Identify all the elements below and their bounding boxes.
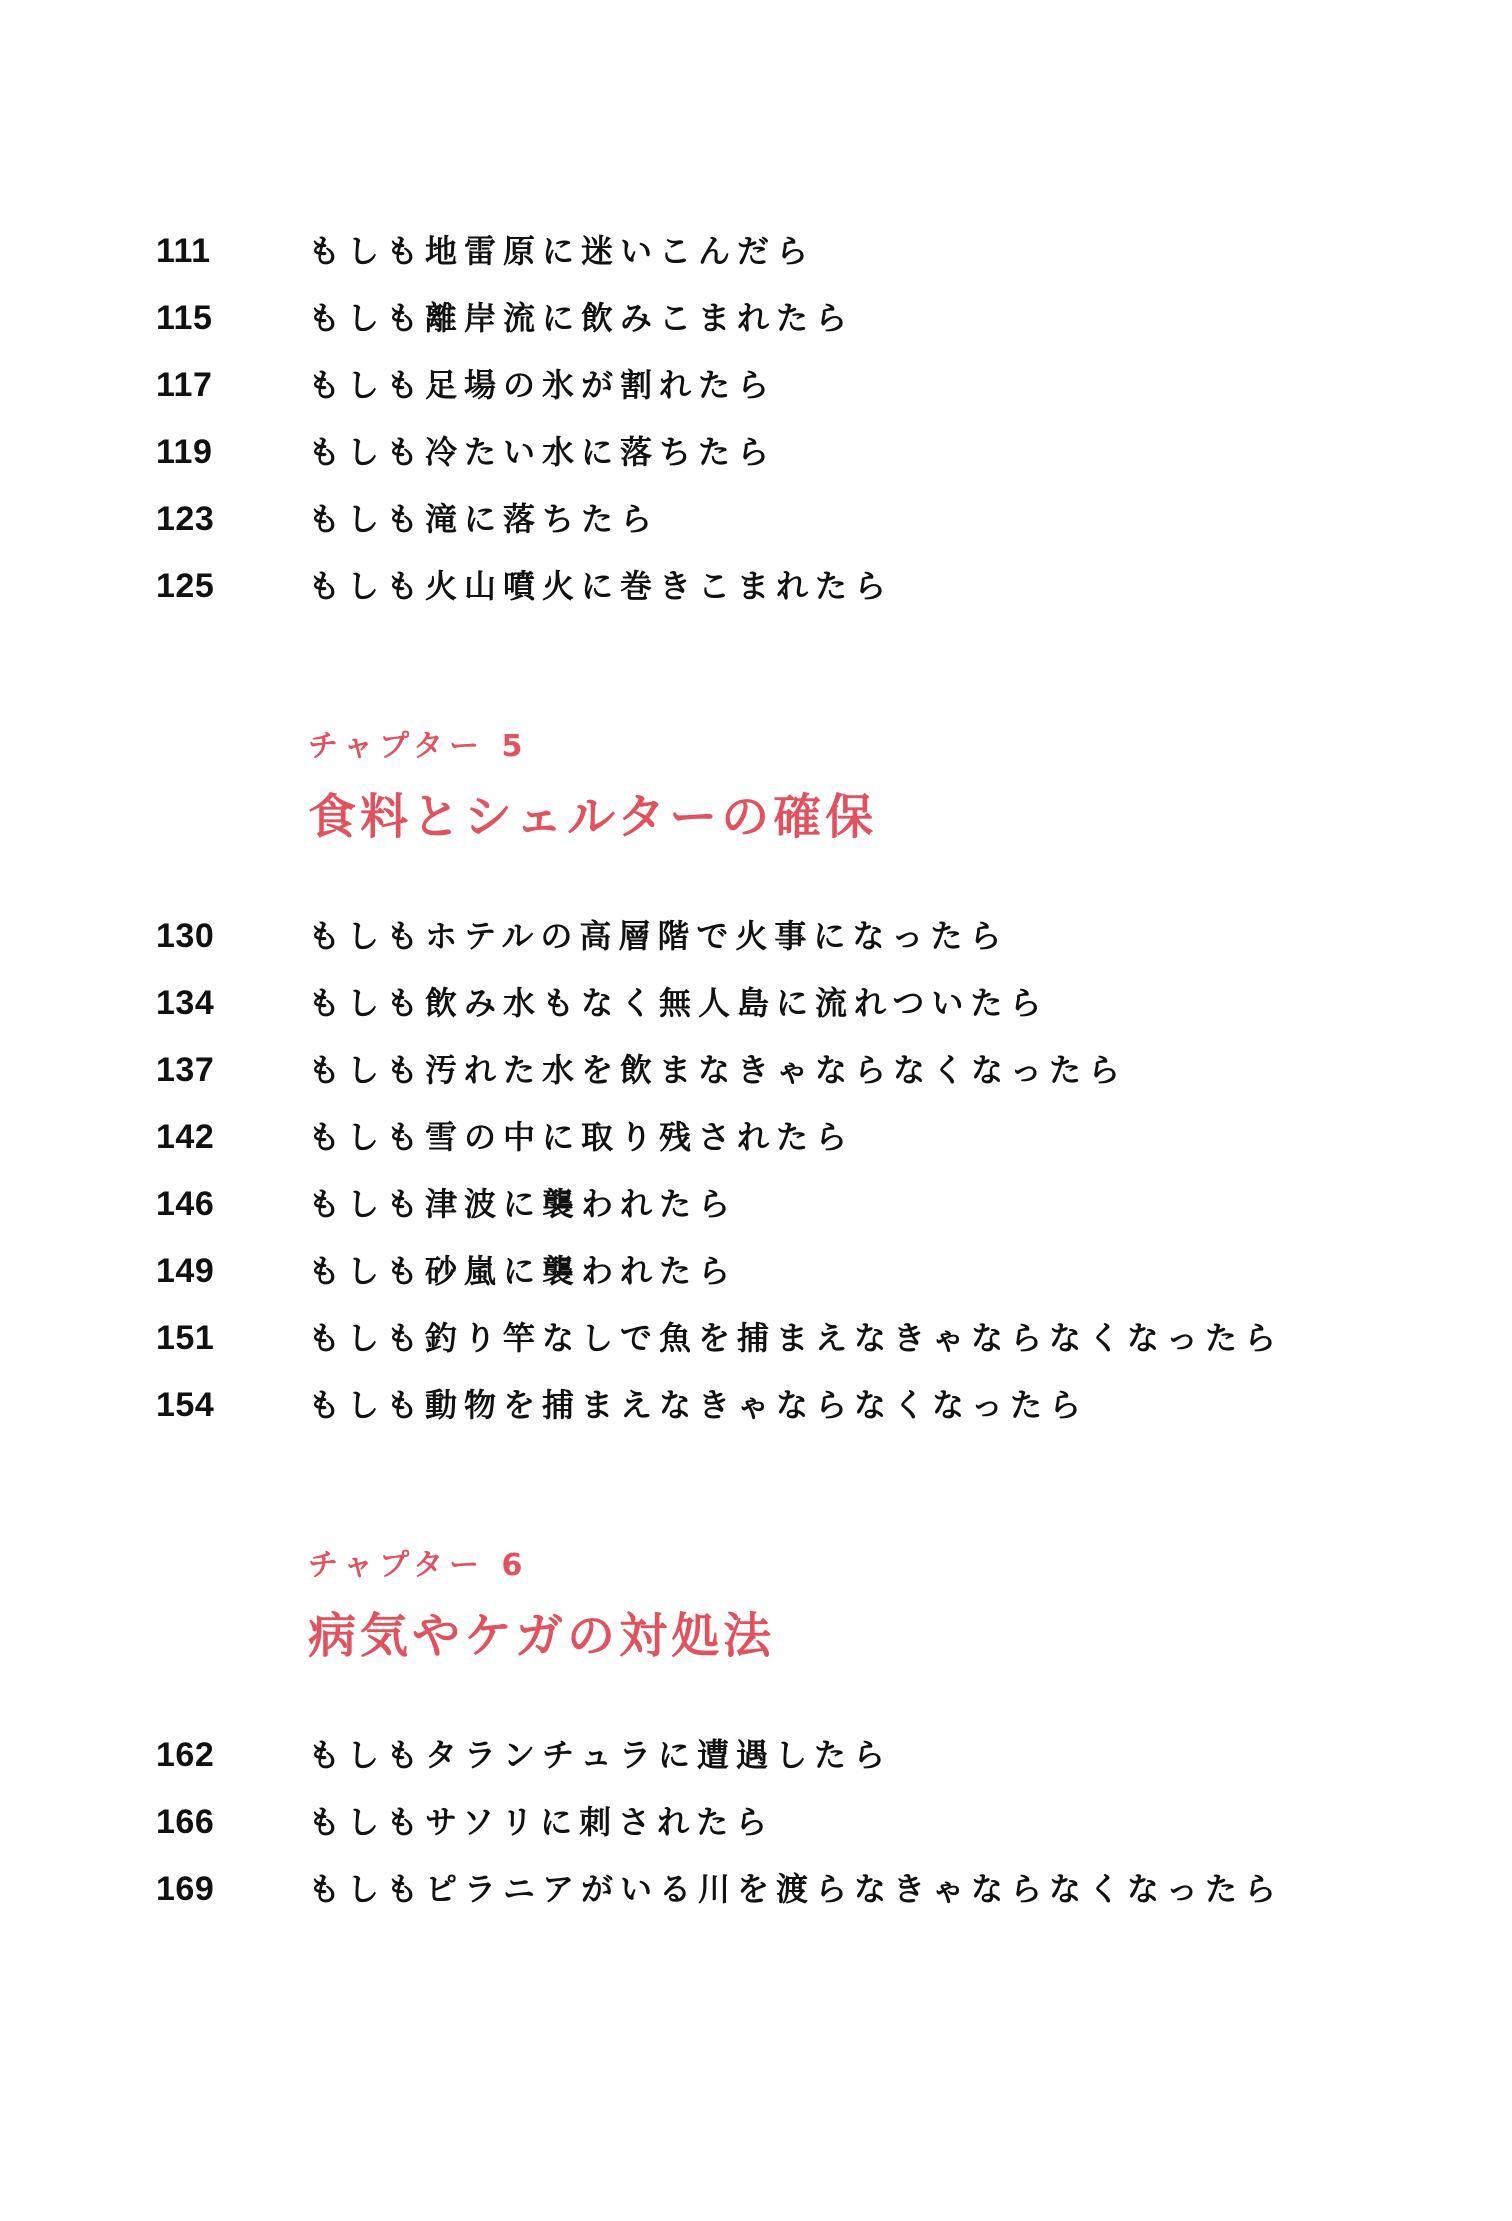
toc-page-number: 125 (156, 567, 215, 605)
toc-page-number: 166 (156, 1803, 215, 1841)
toc-entry-title: もしも動物を捕まえなきゃならなくなったら (308, 1386, 1089, 1424)
toc-entry (0, 1313, 1512, 1363)
chapter-label: チャプター 6 (308, 1548, 529, 1583)
toc-entry-title: もしもタランチュラに遭遇したら (308, 1736, 893, 1774)
toc-entry-title: もしも釣り竿なしで魚を捕まえなきゃならなくなったら (308, 1319, 1284, 1357)
toc-page-number: 115 (156, 299, 213, 337)
toc-entry (0, 1179, 1512, 1229)
toc-entry (0, 911, 1512, 961)
toc-entry (0, 1730, 1512, 1780)
toc-page-number: 154 (156, 1386, 215, 1424)
toc-entry (0, 226, 1512, 276)
toc-entry-title: もしもホテルの高層階で火事になったら (308, 917, 1009, 955)
toc-entry-title: もしも離岸流に飲みこまれたら (308, 299, 855, 337)
toc-entry (0, 293, 1512, 343)
toc-entry-title: もしもピラニアがいる川を渡らなきゃならなくなったら (308, 1870, 1284, 1908)
toc-entry (0, 1797, 1512, 1847)
toc-page-number: 151 (156, 1319, 215, 1357)
toc-entry-title: もしも火山噴火に巻きこまれたら (308, 567, 894, 605)
toc-entry-title: もしも地雷原に迷いこんだら (308, 232, 816, 270)
toc-page-number: 169 (156, 1870, 215, 1908)
toc-entry (0, 427, 1512, 477)
toc-entry-title: もしも滝に落ちたら (308, 500, 660, 538)
toc-entry-title: もしも津波に襲われたら (308, 1185, 738, 1223)
toc-entry-title: もしも砂嵐に襲われたら (308, 1252, 738, 1290)
toc-entry-title: もしも雪の中に取り残されたら (308, 1118, 855, 1156)
toc-entry-title: もしも飲み水もなく無人島に流れついたら (308, 984, 1049, 1022)
toc-entry-title: もしもサソリに刺されたら (308, 1803, 775, 1841)
toc-page-number: 162 (156, 1736, 215, 1774)
toc-entry (0, 1112, 1512, 1162)
chapter-title: 病気やケガの対処法 (308, 1608, 776, 1664)
toc-entry (0, 978, 1512, 1028)
toc-page-number: 130 (156, 917, 215, 955)
toc-page-number: 117 (156, 366, 213, 404)
toc-entry (0, 1246, 1512, 1296)
toc-entry (0, 1864, 1512, 1914)
toc-page-number: 137 (156, 1051, 215, 1089)
toc-entry-title: もしも冷たい水に落ちたら (308, 433, 777, 471)
chapter-title: 食料とシェルターの確保 (308, 789, 878, 845)
toc-page-number: 119 (156, 433, 213, 471)
toc-page-number: 146 (156, 1185, 215, 1223)
toc-page-number: 142 (156, 1118, 215, 1156)
toc-page-number: 123 (156, 500, 215, 538)
chapter-label: チャプター 5 (308, 729, 529, 764)
toc-entry (0, 561, 1512, 611)
toc-entry-title: もしも汚れた水を飲まなきゃならなくなったら (308, 1051, 1128, 1089)
toc-entry (0, 1380, 1512, 1430)
toc-entry (0, 494, 1512, 544)
toc-entry (0, 360, 1512, 410)
toc-page-number: 149 (156, 1252, 215, 1290)
toc-page-number: 134 (156, 984, 215, 1022)
toc-entry (0, 1045, 1512, 1095)
toc-entry-title: もしも足場の氷が割れたら (308, 366, 777, 404)
toc-page-number: 111 (156, 232, 211, 270)
